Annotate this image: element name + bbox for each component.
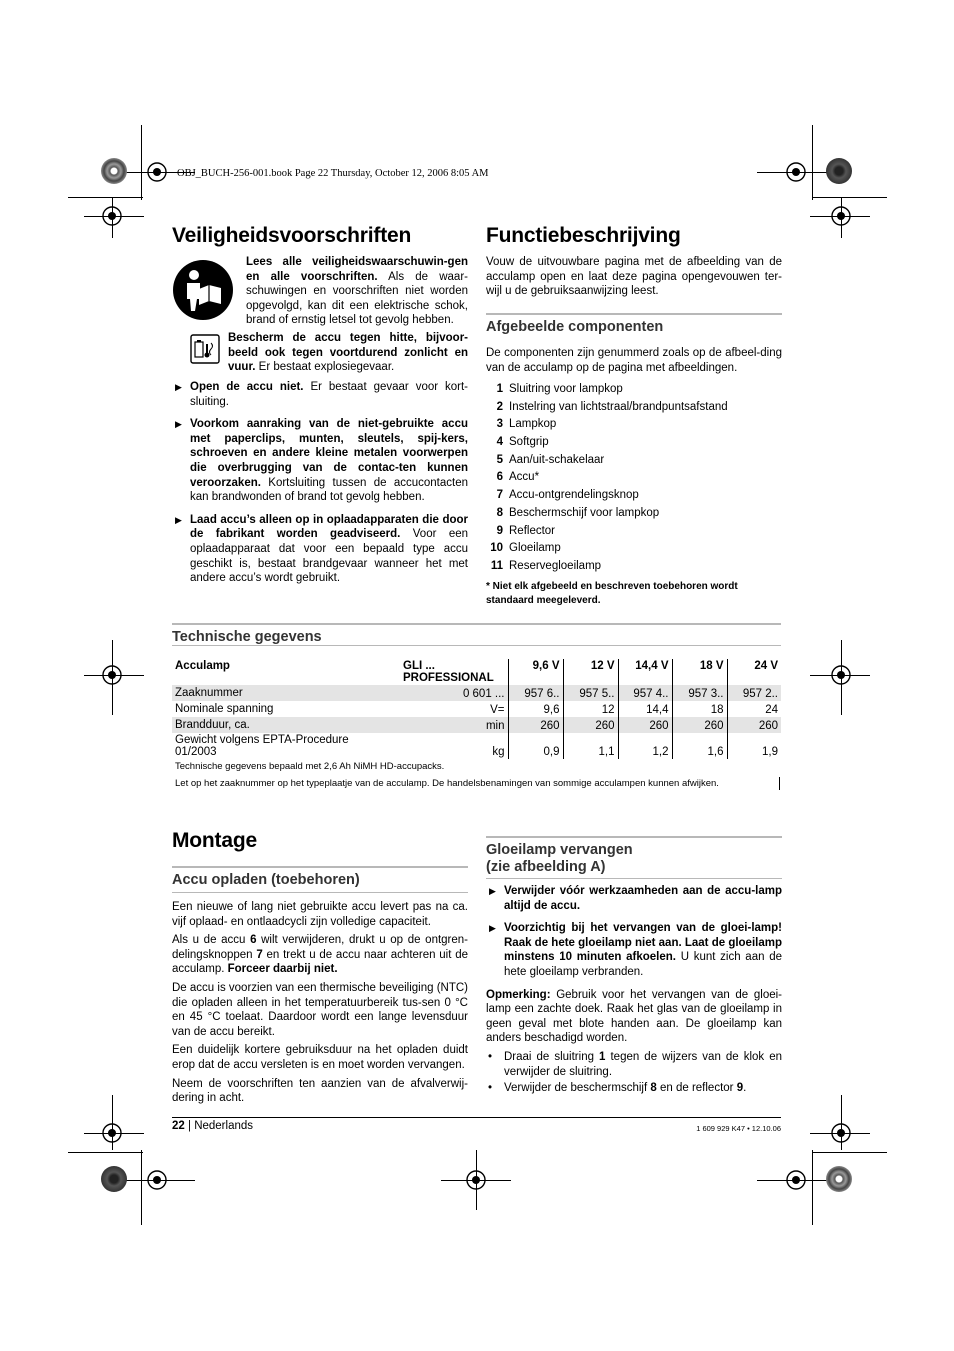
component-number: 2 (496, 400, 503, 413)
tech-note-1: Technische gegevens bepaald met 2,6 Ah NiMH HD-accupacks. (175, 761, 445, 772)
registration-mark-icon (829, 1121, 853, 1145)
safety-bullet (172, 380, 468, 409)
row-value: 260 (727, 717, 781, 733)
heat-warning-bold: Bescherm de accu tegen hitte, bijvoor-beeld ook tegen voortdurend zonlicht en vuur. (228, 332, 468, 374)
registration-mark-icon (145, 1168, 169, 1192)
color-target-icon (101, 1166, 127, 1192)
crop-line (141, 125, 142, 200)
component-item (486, 452, 782, 470)
row-unit: V= (490, 704, 505, 716)
row-value: 957 2.. (727, 685, 781, 701)
bulb-step: • Verwijder de beschermschijf 8 en de reflector 9. (488, 1082, 747, 1095)
heat-warning-text (228, 331, 468, 375)
bullet-bold: Open de accu niet. (190, 381, 304, 393)
footer-code: 1 609 929 K47 • 12.10.06 (696, 1124, 781, 1133)
row-unit: kg (492, 746, 505, 758)
function-intro: Vouw de uitvouwbare pagina met de afbeelding van de acculamp open en laat deze pagina opengevouwen ter-wijl u de gebruiksaanwijzing leest. (486, 256, 782, 298)
component-item (486, 558, 782, 576)
tech-row (172, 733, 781, 759)
arrow-icon: ▶ (175, 514, 182, 525)
registration-mark-icon (784, 160, 808, 184)
row-value: 1,6 (672, 733, 727, 759)
tech-table (172, 659, 781, 759)
component-item (486, 416, 782, 434)
bullet-body: Voor een oplaadapparaat dat voor een bepaald type accu geschikt is, bestaat brandgevaar wanneer het met andere accu’s wordt gebruikt. (190, 528, 469, 585)
components-intro: De componenten zijn genummerd zoals op de afbeel-ding van de acculamp op de pagina met afbeeldingen. (486, 347, 782, 374)
voltage-header: 9,6 V (508, 659, 563, 685)
head-label: Acculamp (175, 660, 230, 672)
row-label: Gewicht volgens EPTA-Procedure 01/2003 (175, 734, 349, 758)
row-value: 1,1 (563, 733, 618, 759)
bullet-body: Kortsluiting tussen de accucontacten kan brandwonden of brand tot gevolg hebben. (190, 476, 468, 504)
bulb-title (486, 836, 782, 876)
crop-line (812, 1152, 887, 1153)
charge-p2: Als u de accu 6 wilt verwijderen, drukt u op de ontgren-delingsknoppen 7 en trekt u de accu naar achteren uit de acculamp. Forceer daarbij niet. (172, 934, 469, 976)
head-unit-line1: GLI ... (403, 660, 435, 672)
bulb-text (486, 884, 782, 1098)
bullet-bold: Laad accu’s alleen op in oplaadapparaten die door de fabrikant worden geadviseerd. (190, 513, 468, 541)
crop-line (812, 1150, 813, 1225)
row-value: 1,9 (727, 733, 781, 759)
crop-line (812, 197, 887, 198)
heat-warning-icon (190, 334, 220, 364)
footer-sep: | (184, 1120, 195, 1132)
page-number: 22 (172, 1120, 185, 1132)
read-manual-text (246, 255, 468, 328)
component-label: Sluitring voor lampkop (509, 383, 623, 395)
tech-note-2: Let op het zaaknummer op het typeplaatje van de acculamp. De handelsbenamingen van sommige acculampen kunnen afwijken. (172, 777, 780, 790)
arrow-icon: ▶ (489, 923, 496, 934)
components-footnote: * Niet elk afgebeeld en beschreven toebehoren wordt standaard meegeleverd. (486, 581, 738, 606)
safety-title: Veiligheidsvoorschriften (172, 224, 412, 247)
read-manual-bold: Lees alle veiligheidswaarschuwin-gen en alle voorschriften. (246, 256, 468, 283)
component-label: Aan/uit-schakelaar (509, 453, 605, 466)
component-number: 7 (496, 489, 503, 502)
component-number: 4 (496, 436, 503, 449)
voltage-header: 14,4 V (618, 659, 672, 685)
component-item (486, 487, 782, 505)
color-target-icon (101, 158, 127, 184)
registration-mark-icon (100, 204, 124, 228)
components-title: Afgebeelde componenten (486, 313, 782, 335)
row-unit: 0 601 ... (400, 685, 508, 701)
row-value: 260 (672, 717, 727, 733)
component-label: Gloeilamp (509, 542, 561, 555)
arrow-icon: ▶ (175, 419, 182, 430)
tech-table-wrap (172, 659, 781, 790)
row-label: Nominale spanning (175, 703, 274, 715)
bullet-body: Er bestaat gevaar voor kort-sluiting. (190, 381, 469, 408)
bulb-step: • Draai de sluitring 1 tegen de wijzers van de klok en verwijder de sluitring. (488, 1050, 783, 1078)
montage-title: Montage (172, 829, 257, 852)
charge-title: Accu opladen (toebehoren) (172, 866, 468, 888)
component-number: 11 (490, 559, 503, 572)
color-target-icon (826, 158, 852, 184)
row-unit: min (400, 717, 508, 733)
component-label: Softgrip (509, 436, 549, 449)
registration-mark-icon (100, 1121, 124, 1145)
row-value: 957 6.. (508, 685, 563, 701)
bulb-title-line1: Gloeilamp vervangen (486, 842, 633, 858)
divider (486, 878, 782, 879)
bulb-bullet-2-bold: Voorzichtig bij het vervangen van de gloei-lamp! Raak de hete gloeilamp niet aan. Laat de gloeilamp minstens 10 minuten afkoelen. (504, 922, 782, 964)
component-item (486, 381, 782, 399)
heat-warning-body: Er bestaat explosiegevaar. (255, 361, 395, 374)
row-value: 260 (508, 717, 563, 733)
divider (172, 892, 468, 893)
charge-p3: De accu is voorzien van een thermische beveiliging (NTC) die opladen alleen in het temperatuurbereik tus-sen 0 °C en 45 °C toelaat. Daardoor wordt een lange levensduur van de accu bereikt. (172, 981, 468, 1038)
component-number: 5 (496, 453, 503, 466)
row-value: 260 (618, 717, 672, 733)
row-label: Brandduur, ca. (172, 717, 400, 733)
footer-rule (172, 1117, 781, 1118)
head-unit-line2: PROFESSIONAL (403, 672, 494, 684)
footer-left (172, 1120, 253, 1132)
component-label: Beschermschijf voor lampkop (509, 506, 660, 519)
tech-rows (172, 685, 781, 759)
footer-language: Nederlands (194, 1120, 254, 1132)
registration-mark-icon (829, 204, 853, 228)
row-value: 9,6 (508, 701, 563, 717)
charge-p5: Neem de voorschriften ten aanzien van de afvalverwij-dering in acht. (172, 1077, 468, 1105)
tech-title: Technische gegevens (172, 623, 781, 645)
component-label: Reservegloeilamp (509, 559, 602, 572)
row-value: 1,2 (618, 733, 672, 759)
bulb-bullet (486, 884, 782, 913)
registration-mark-icon (784, 1168, 808, 1192)
component-item (486, 469, 782, 487)
voltage-header: 18 V (672, 659, 727, 685)
bulb-bullet-2-body: U kunt zich aan de hete gloeilamp verbranden. (504, 951, 782, 978)
divider (172, 645, 781, 646)
component-label: Accu-ontgrendelingsknop (509, 489, 639, 502)
registration-mark-icon (145, 160, 169, 184)
safety-bullet (172, 513, 468, 586)
row-label: Zaaknummer (172, 685, 400, 701)
bullet-bold: Voorkom aanraking van de niet-gebruikte accu met paperclips, munten, sleutels, spij-kers, schroeven en andere kleine metalen voorwerpen die overbrugging van de contac-ten kunnen veroorzaken. (190, 418, 468, 489)
row-value: 260 (563, 717, 618, 733)
component-label: Accu* (509, 471, 540, 484)
safety-bullet (172, 417, 468, 505)
component-number: 9 (496, 524, 503, 537)
tech-row (172, 717, 781, 733)
bulb-bullet (486, 921, 782, 979)
row-value: 14,4 (618, 701, 672, 717)
safety-bullets (172, 380, 468, 594)
component-number: 1 (496, 383, 503, 395)
component-label: Lampkop (509, 418, 557, 431)
row-value: 12 (563, 701, 618, 717)
read-manual-icon (172, 259, 234, 321)
crop-line (141, 1150, 142, 1225)
crop-line (68, 1152, 143, 1153)
components-list (486, 381, 782, 576)
component-number: 6 (496, 471, 503, 484)
tech-header-row (172, 659, 781, 685)
bulb-note: Opmerking: Gebruik voor het vervangen van de gloei-lamp een zachte doek. Raak het glas van de gloeilamp in geen geval met blote handen aan. De gloeilamp kan anders beschadigd worden. (486, 988, 782, 1045)
row-value: 24 (727, 701, 781, 717)
head-unit (400, 659, 508, 685)
row-value: 0,9 (508, 733, 563, 759)
bulb-bullet-1: Verwijder vóór werkzaamheden aan de accu-lamp altijd de accu. (504, 885, 782, 912)
component-label: Instelring van lichtstraal/brandpuntsafstand (509, 400, 728, 413)
component-item (486, 523, 782, 541)
charge-p1: Een nieuwe of lang niet gebruikte accu levert pas na ca. vijf oplaad- en ontlaadcycli zijn volledige capaciteit. (172, 901, 468, 928)
voltage-header: 24 V (727, 659, 781, 685)
component-item (486, 434, 782, 452)
color-target-icon (826, 1166, 852, 1192)
registration-mark-icon (829, 663, 853, 687)
bulb-title-line2: (zie afbeelding A) (486, 859, 606, 875)
component-item (486, 540, 782, 558)
charge-text (172, 900, 468, 1106)
crop-line (68, 197, 143, 198)
charge-p4: Een duidelijk kortere gebruiksduur na het opladen duidt erop dat de accu versleten is en moet worden vervangen. (172, 1044, 468, 1071)
row-value: 957 4.. (618, 685, 672, 701)
print-header: OBJ_BUCH-256-001.book Page 22 Thursday, October 12, 2006 8:05 AM (177, 168, 489, 179)
tech-row (172, 685, 781, 701)
row-value: 957 3.. (672, 685, 727, 701)
arrow-icon: ▶ (175, 382, 182, 392)
component-item (486, 399, 782, 417)
row-value: 957 5.. (563, 685, 618, 701)
read-manual-body: Als de waar-schuwingen en voorschriften niet worden opgevolgd, kan dit een elektrische schok, brand of ernstig letsel tot gevolg hebben. (246, 270, 468, 327)
registration-mark-icon (464, 1168, 488, 1192)
function-title: Functiebeschrijving (486, 224, 681, 247)
voltage-header: 12 V (563, 659, 618, 685)
arrow-icon: ▶ (489, 886, 496, 896)
component-label: Reflector (509, 524, 556, 537)
tech-row (172, 701, 781, 717)
component-number: 8 (496, 506, 503, 519)
registration-mark-icon (100, 663, 124, 687)
component-number: 3 (496, 418, 503, 431)
component-number: 10 (490, 542, 503, 555)
row-value: 18 (672, 701, 727, 717)
component-item (486, 505, 782, 523)
crop-line (812, 125, 813, 200)
